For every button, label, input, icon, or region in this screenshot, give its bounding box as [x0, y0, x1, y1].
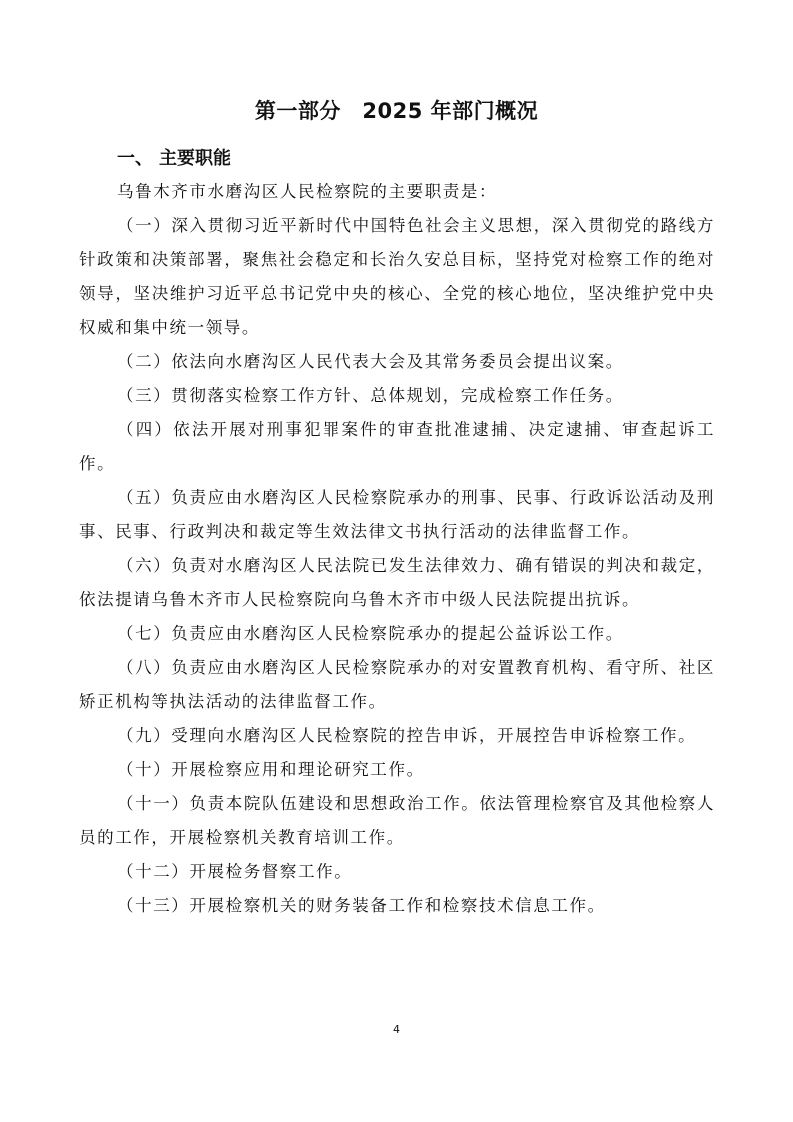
- paragraph-duty-5: （五）负责应由水磨沟区人民检察院承办的刑事、民事、行政诉讼活动及刑事、民事、行政判决和裁定等生效法律文书执行活动的法律监督工作。: [79, 488, 715, 541]
- paragraph-duty-3: （三）贯彻落实检察工作方针、总体规划，完成检察工作任务。: [117, 386, 624, 405]
- paragraph-duty-7: （七）负责应由水磨沟区人民检察院承办的提起公益诉讼工作。: [117, 624, 624, 643]
- paragraph-intro: 乌鲁木齐市水磨沟区人民检察院的主要职责是：: [117, 182, 498, 201]
- body-text: [79, 175, 715, 923]
- page-title: 第一部分 2025 年部门概况: [254, 99, 539, 123]
- paragraph-duty-1: （一）深入贯彻习近平新时代中国特色社会主义思想，深入贯彻党的路线方针政策和决策部署，聚焦社会稳定和长治久安总目标，坚持党对检察工作的绝对领导，坚决维护习近平总书记党中央的核心、全党的核心地位，坚决维护党中央权威和集中统一领导。: [79, 216, 715, 337]
- paragraph-duty-8: （八）负责应由水磨沟区人民检察院承办的对安置教育机构、看守所、社区矫正机构等执法活动的法律监督工作。: [79, 658, 715, 711]
- section-heading: [117, 146, 231, 172]
- section-number: 一、: [117, 148, 153, 169]
- page-number: 4: [393, 1023, 400, 1036]
- paragraph-duty-11: （十一）负责本院队伍建设和思想政治工作。依法管理检察官及其他检察人员的工作，开展检察机关教育培训工作。: [79, 794, 715, 847]
- paragraph-duty-4: （四）依法开展对刑事犯罪案件的审查批准逮捕、决定逮捕、审查起诉工作。: [79, 420, 715, 473]
- paragraph-duty-12: （十二）开展检务督察工作。: [117, 862, 353, 881]
- paragraph-duty-10: （十）开展检察应用和理论研究工作。: [117, 760, 425, 779]
- section-heading-text: 主要职能: [159, 148, 231, 169]
- paragraph-duty-2: （二）依法向水磨沟区人民代表大会及其常务委员会提出议案。: [117, 352, 624, 371]
- paragraph-duty-9: （九）受理向水磨沟区人民检察院的控告申诉，开展控告申诉检察工作。: [117, 726, 697, 745]
- paragraph-duty-13: （十三）开展检察机关的财务装备工作和检察技术信息工作。: [117, 896, 606, 915]
- paragraph-duty-6: （六）负责对水磨沟区人民法院已发生法律效力、确有错误的判决和裁定，依法提请乌鲁木齐市人民检察院向乌鲁木齐市中级人民法院提出抗诉。: [79, 556, 715, 609]
